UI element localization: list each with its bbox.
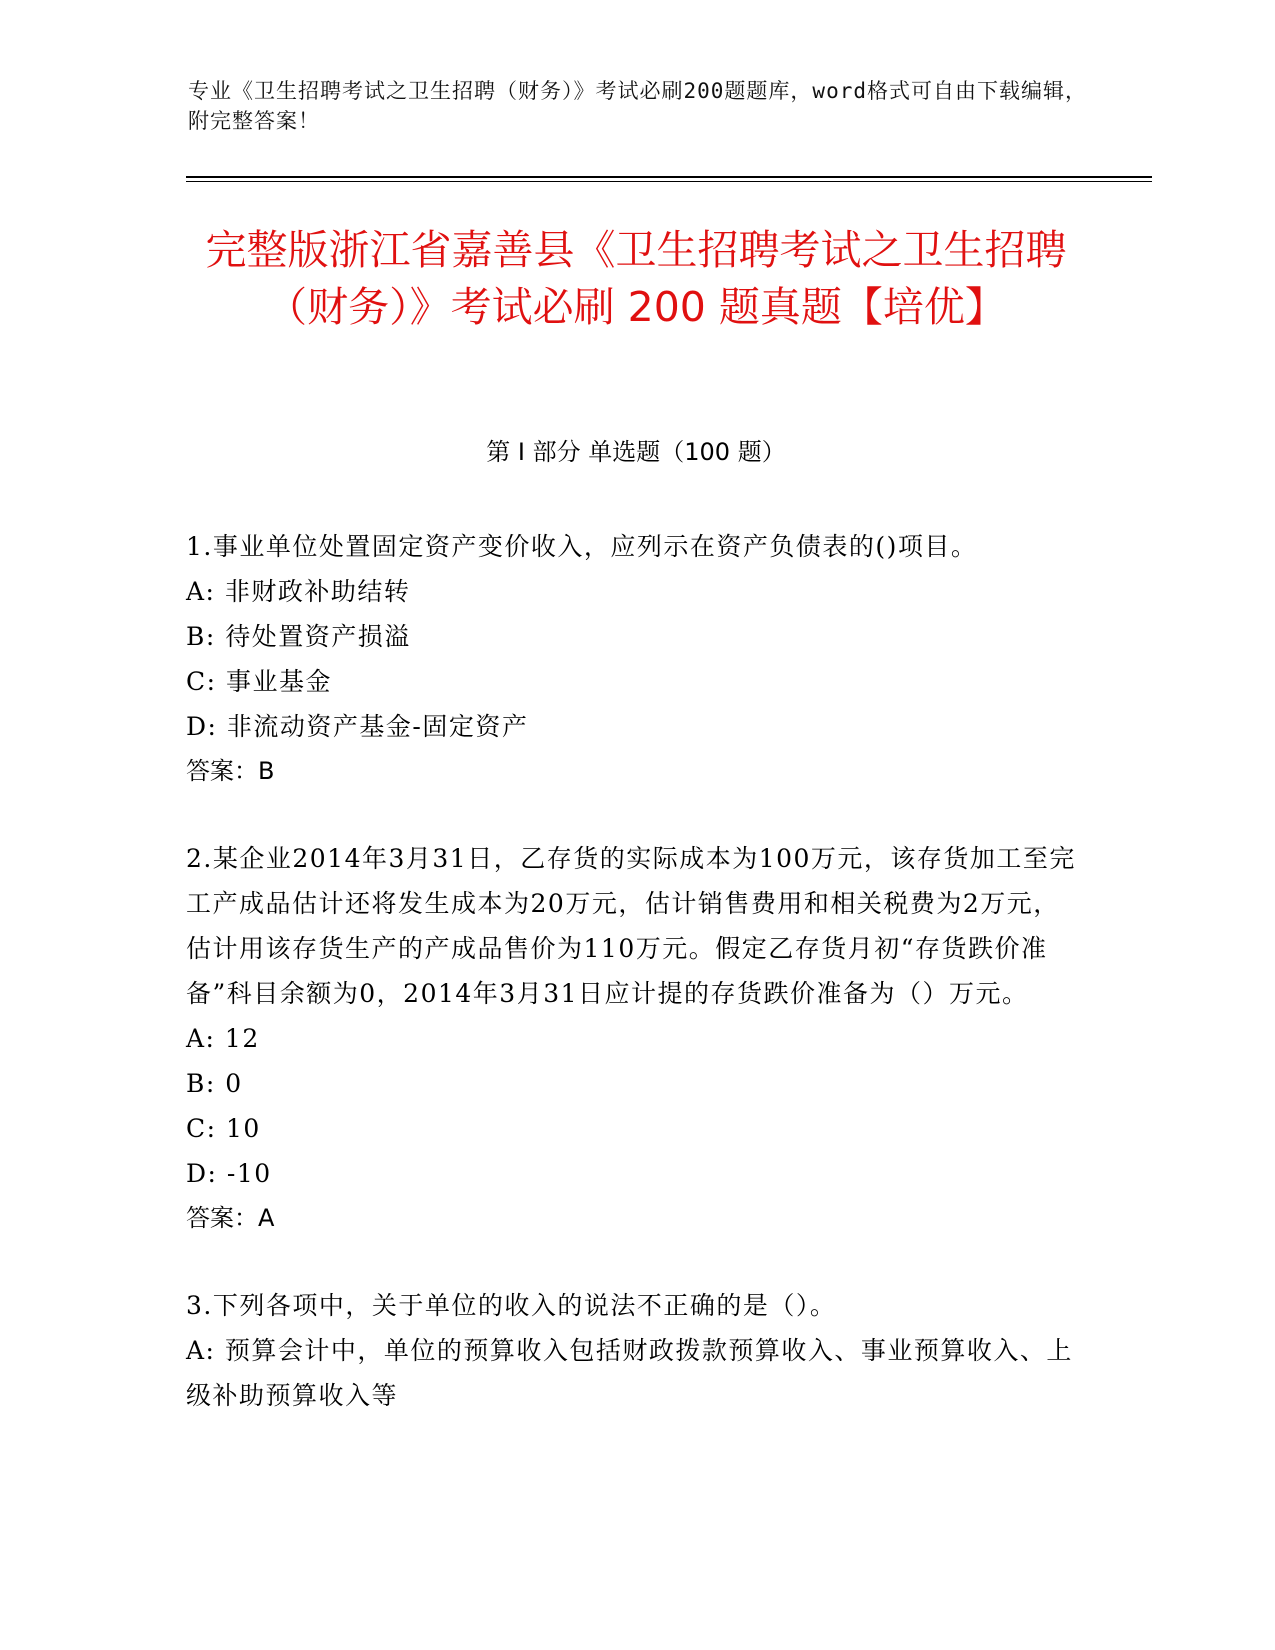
option-c: C: 10 bbox=[186, 1114, 261, 1143]
header-rule-thin bbox=[186, 181, 1152, 182]
option-a: A: 预算会计中，单位的预算收入包括财政拨款预算收入、事业预算收入、上级补助预算收入等 bbox=[186, 1336, 1073, 1410]
section-title: 第 I 部分 单选题（100 题） bbox=[486, 438, 786, 466]
option-d: D: 非流动资产基金-固定资产 bbox=[186, 712, 529, 741]
answer: 答案：B bbox=[186, 757, 275, 785]
option-a: A: 12 bbox=[186, 1024, 260, 1053]
document-title: 完整版浙江省嘉善县《卫生招聘考试之卫生招聘（财务）》考试必刷 200 题真题【培优】 bbox=[205, 226, 1067, 331]
option-b: B: 0 bbox=[186, 1069, 243, 1098]
question-3 bbox=[186, 1283, 1086, 1418]
header-rule-thick bbox=[186, 176, 1152, 178]
header-note: 专业《卫生招聘考试之卫生招聘（财务）》考试必刷200题题库，word格式可自由下载编辑，附完整答案！ bbox=[188, 79, 1087, 133]
question-1 bbox=[186, 524, 1086, 794]
question-list bbox=[186, 524, 1086, 1460]
question-stem: 3.下列各项中，关于单位的收入的说法不正确的是（）。 bbox=[186, 1291, 837, 1320]
answer: 答案：A bbox=[186, 1204, 275, 1232]
question-stem: 1.事业单位处置固定资产变价收入，应列示在资产负债表的()项目。 bbox=[186, 532, 978, 561]
option-a: A: 非财政补助结转 bbox=[186, 577, 411, 606]
option-d: D: -10 bbox=[186, 1159, 272, 1188]
question-2 bbox=[186, 836, 1086, 1241]
option-c: C: 事业基金 bbox=[186, 667, 332, 696]
option-b: B: 待处置资产损溢 bbox=[186, 622, 411, 651]
question-stem: 2.某企业2014年3月31日，乙存货的实际成本为100万元，该存货加工至完工产成品估计还将发生成本为20万元，估计销售费用和相关税费为2万元，估计用该存货生产的产成品售价为110万元。假定乙存货月初“存货跌价准备”科目余额为0，2014年3月31日应计提的存货跌价准备为（）万元。 bbox=[186, 844, 1076, 1008]
